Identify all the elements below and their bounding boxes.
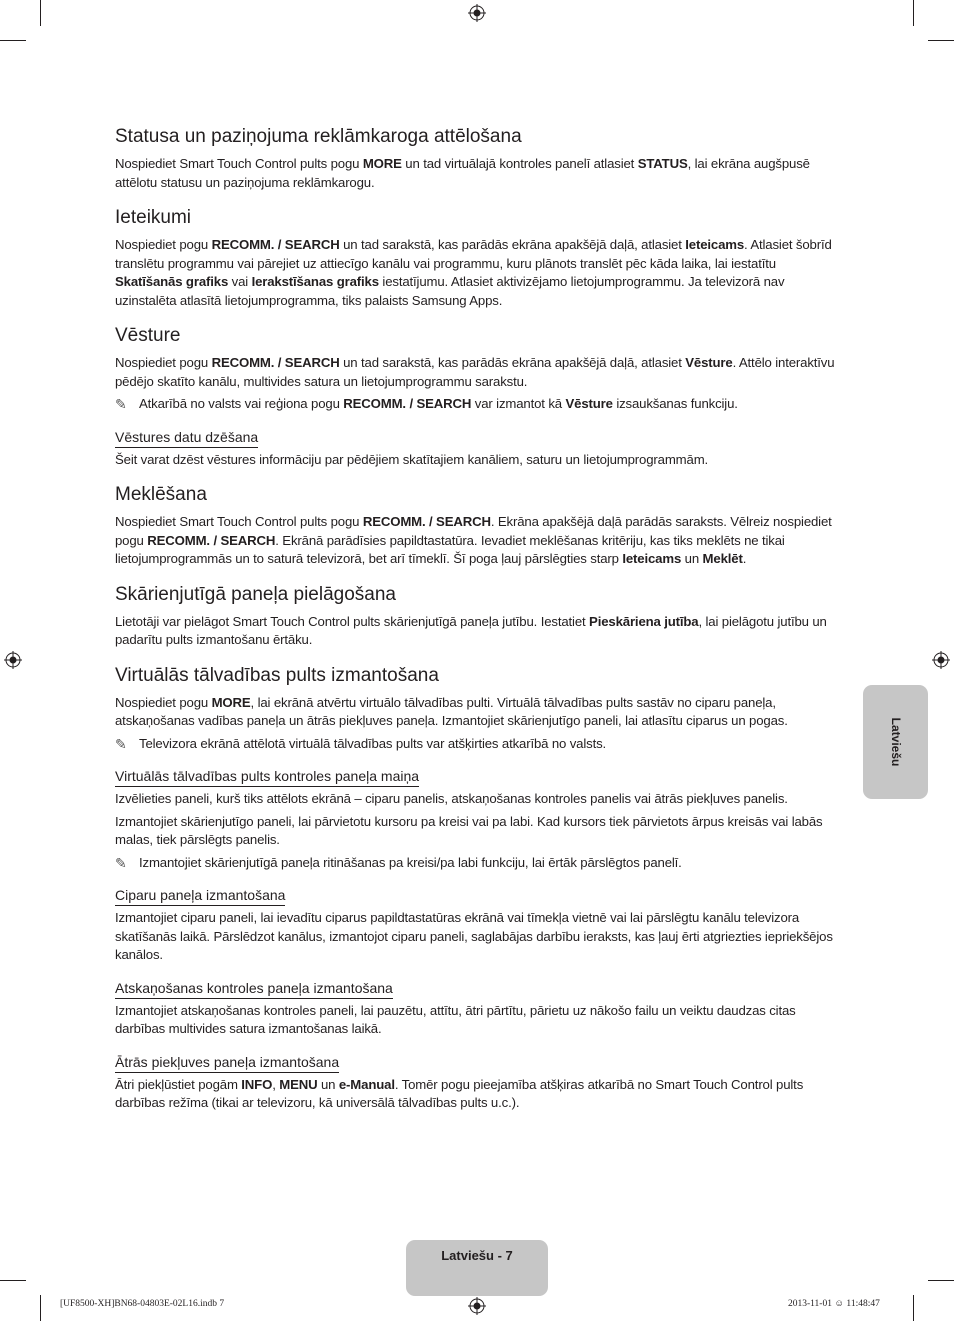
- body-text-run: izsaukšanas funkciju.: [612, 396, 738, 411]
- body-text-run: . Atlasiet šobrīd translētu programmu vai pārejiet uz attiecīgo kanālu vai programmu, kuru plānots translēt pēc kāda laika, lai iestatītu: [115, 237, 832, 271]
- registration-mark-icon: [4, 651, 22, 669]
- body-text-run: un: [681, 551, 703, 566]
- section-paragraph: [115, 354, 843, 391]
- crop-mark: [0, 40, 26, 41]
- emphasis-text: Vēsture: [565, 396, 613, 411]
- emphasis-text: Ierakstīšanas grafiks: [251, 274, 379, 289]
- subsection-heading: Ciparu paneļa izmantošana: [115, 886, 285, 906]
- subsection: [115, 428, 843, 470]
- section: [115, 206, 843, 310]
- body-text-run: Televizora ekrānā attēlotā virtuālā tālvadības pults var atšķirties atkarībā no valsts.: [139, 735, 607, 751]
- subsection-heading: Vēstures datu dzēšana: [115, 428, 258, 448]
- section: [115, 324, 843, 469]
- pencil-note-icon: ✎: [115, 396, 127, 412]
- section: [115, 125, 843, 192]
- body-text-run: ,: [272, 1076, 280, 1092]
- body-text-run: Izvēlieties paneli, kurš tiks attēlots ekrānā – ciparu panelis, atskaņošanas kontroles panelis vai ātrās piekļuves panelis.: [115, 791, 788, 806]
- subsection-paragraph: [115, 451, 843, 470]
- crop-mark: [913, 0, 914, 26]
- body-text-run: .: [742, 551, 747, 566]
- emphasis-text: Vēsture: [685, 355, 733, 370]
- body-text-run: Atkarībā no valsts vai reģiona pogu: [139, 396, 344, 411]
- crop-mark: [913, 1295, 914, 1321]
- body-text-run: , lai ekrāna augšpusē attēlotu statusu un paziņojuma reklāmkarogu.: [115, 156, 810, 190]
- subsection-paragraph: [115, 1076, 843, 1113]
- emphasis-text: RECOMM. / SEARCH: [147, 532, 276, 548]
- emphasis-text: MORE: [362, 156, 402, 171]
- emphasis-text: Ieteicams: [685, 237, 745, 252]
- body-text-run: , lai ekrānā atvērtu virtuālo tālvadības pulti. Virtuālā tālvadības pults sastāv no ciparu paneļa, atskaņošanas vadības paneļa un ātrās piekļuves paneļa. Izmantojiet skārienjutīgo paneli, lai atlasītu ciparus un pogas.: [115, 694, 788, 728]
- body-text-run: Nospiediet pogu: [115, 355, 212, 370]
- section-paragraph: [115, 613, 843, 650]
- body-text-run: , lai pielāgotu jutību un padarītu pults izmantošanu ērtāku.: [115, 613, 827, 647]
- section-heading: Ieteikumi: [115, 207, 192, 228]
- note-paragraph: [115, 735, 843, 754]
- crop-mark: [928, 1280, 954, 1281]
- section-heading: Virtuālās tālvadības pults izmantošana: [115, 664, 439, 686]
- emphasis-text: INFO: [241, 1076, 273, 1092]
- footer-file-info: [UF8500-XH]BN68-04803E-02L16.indb 7: [60, 1299, 225, 1309]
- body-text-run: un: [317, 1076, 339, 1092]
- body-text-run: Ātri piekļūstiet pogām: [115, 1076, 242, 1092]
- subsection-paragraph: [115, 909, 843, 965]
- pencil-note-icon: ✎: [115, 735, 127, 752]
- body-text-run: un tad virtuālajā kontroles panelī atlasiet: [401, 156, 638, 171]
- body-text-run: iestatījumu. Atlasiet aktivizējamo lietojumprogrammu. Ja televizorā nav uzinstalēta atlasītā lietojumprogramma, tiks palaists Samsung Apps.: [115, 274, 785, 308]
- body-text-run: un tad sarakstā, kas parādās ekrāna apakšējā daļā, atlasiet: [339, 237, 686, 252]
- language-side-tab-label: Latviešu: [888, 717, 903, 767]
- emphasis-text: Ieteicams: [622, 551, 682, 566]
- emphasis-text: MENU: [279, 1076, 318, 1092]
- emphasis-text: RECOMM. / SEARCH: [362, 514, 491, 529]
- body-text-run: . Tomēr pogu pieejamība atšķiras atkarībā no Smart Touch Control pults darbības režīma (tikai ar televizoru, kā universālā tālvadības pults u.c.).: [115, 1076, 804, 1110]
- emphasis-text: RECOMM. / SEARCH: [211, 237, 340, 252]
- body-text-run: . Ekrāna apakšējā daļā parādās saraksts. Vēlreiz nospiediet pogu: [115, 514, 832, 548]
- body-text-run: Nospiediet pogu: [115, 694, 212, 710]
- page-number-tab: [406, 1240, 548, 1296]
- body-text-run: vai: [228, 274, 252, 289]
- page-number-label: Latviešu - 7: [441, 1248, 513, 1263]
- body-text-run: var izmantot kā: [471, 396, 566, 411]
- section: [115, 664, 843, 1113]
- subsection-paragraph: [115, 813, 843, 850]
- subsection: [115, 767, 843, 872]
- footer-timestamp: 2013-11-01 ☺ 11:48:47: [788, 1299, 880, 1309]
- body-text-run: Izmantojiet atskaņošanas kontroles paneli, lai pauzētu, attītu, ātri pārtītu, pārietu uz nākošo failu un veiktu daudzas citas darbības multivides satura izmantošanas laikā.: [115, 1002, 796, 1036]
- body-text-run: Izmantojiet skārienjutīgā paneļa ritināšanas pa kreisi/pa labi funkciju, lai ērtāk pārslēgtos panelī.: [139, 854, 682, 870]
- crop-mark: [0, 1280, 26, 1281]
- section: [115, 583, 843, 650]
- section-heading: Statusa un paziņojuma reklāmkaroga attēlošana: [115, 126, 522, 147]
- section-paragraph: [115, 694, 843, 731]
- body-text-run: Izmantojiet ciparu paneli, lai ievadītu ciparus papildtastatūras ekrānā vai tīmekļa vietnē vai lai pārslēgtu kanālu televizora skatīšanās laikā. Pārslēdzot kanālus, izmantojot ciparu paneli, saglabājas darbību ieraksts, kas ļauj ērti atgriezties iepriekšējos kanālos.: [115, 910, 833, 962]
- body-text-run: Nospiediet pogu: [115, 237, 212, 252]
- subsection-paragraph: [115, 1002, 843, 1039]
- body-text-run: Lietotāji var pielāgot Smart Touch Control pults skārienjutīgā paneļa jutību. Iestatiet: [115, 613, 590, 629]
- section-heading: Meklēšana: [115, 484, 207, 505]
- emphasis-text: Meklēt: [702, 551, 743, 566]
- section-paragraph: [115, 236, 843, 310]
- emphasis-text: Skatīšanās grafiks: [115, 274, 229, 289]
- language-side-tab: [863, 685, 928, 799]
- body-text-run: Šeit varat dzēst vēstures informāciju par pēdējiem skatītajiem kanāliem, saturu un lietojumprogrammām.: [115, 451, 709, 467]
- emphasis-text: e-Manual: [338, 1076, 395, 1092]
- section-heading: Vēsture: [115, 325, 181, 346]
- body-text-run: Nospiediet Smart Touch Control pults pogu: [115, 156, 363, 171]
- subsection-heading: Virtuālās tālvadības pults kontroles paneļa maiņa: [115, 767, 419, 787]
- crop-mark: [40, 1295, 41, 1321]
- subsection: [115, 979, 843, 1039]
- subsection: [115, 886, 843, 965]
- body-text-run: Izmantojiet skārienjutīgo paneli, lai pārvietotu kursoru pa kreisi vai pa labi. Kad kursors tiek pārvietots ārpus kreisās vai labās malas, tiek pārslēgts panelis.: [115, 813, 823, 847]
- section-paragraph: [115, 513, 843, 569]
- section-heading: Skārienjutīgā paneļa pielāgošana: [115, 583, 396, 605]
- emphasis-text: RECOMM. / SEARCH: [343, 396, 472, 411]
- body-text-run: Nospiediet Smart Touch Control pults pogu: [115, 514, 363, 529]
- crop-mark: [40, 0, 41, 26]
- subsection-heading: Atskaņošanas kontroles paneļa izmantošana: [115, 979, 393, 999]
- note-paragraph: [115, 854, 843, 873]
- emphasis-text: MORE: [211, 694, 251, 710]
- emphasis-text: STATUS: [637, 156, 688, 171]
- section: [115, 483, 843, 569]
- subsection-heading: Ātrās piekļuves paneļa izmantošana: [115, 1053, 339, 1073]
- body-text-run: un tad sarakstā, kas parādās ekrāna apakšējā daļā, atlasiet: [339, 355, 686, 370]
- section-paragraph: [115, 155, 843, 192]
- manual-content: [115, 125, 843, 1127]
- subsection: [115, 1053, 843, 1113]
- registration-mark-icon: [932, 651, 950, 669]
- registration-mark-icon: [468, 4, 486, 22]
- note-paragraph: [115, 395, 843, 414]
- body-text-run: . Attēlo interaktīvu pēdējo skatīto kanālu, multivides satura un lietojumprogrammu sarakstu.: [115, 355, 835, 389]
- crop-mark: [928, 40, 954, 41]
- registration-mark-icon: [468, 1297, 486, 1315]
- emphasis-text: Pieskāriena jutība: [589, 613, 699, 629]
- body-text-run: . Ekrānā parādīsies papildtastatūra. Ievadiet meklēšanas kritēriju, kas tiks meklēts ne tikai lietojumprogrammās un to saturā televizorā, bet arī tīmeklī. Šī poga ļauj pārslēgties starp: [115, 532, 785, 566]
- pencil-note-icon: ✎: [115, 854, 127, 871]
- subsection-paragraph: [115, 790, 843, 809]
- emphasis-text: RECOMM. / SEARCH: [211, 355, 340, 370]
